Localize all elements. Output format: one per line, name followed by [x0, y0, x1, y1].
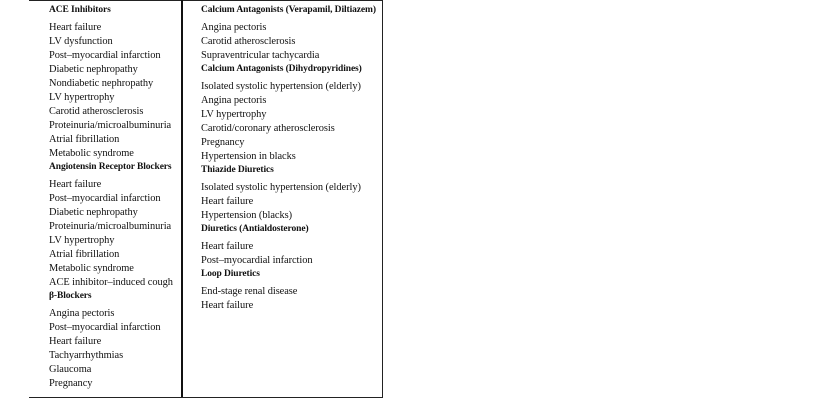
list-item: Atrial fibrillation — [49, 249, 120, 260]
section-heading: Loop Diuretics — [201, 269, 260, 279]
section-angiotensin-receptor-blockers — [49, 161, 179, 290]
section-heading: Diuretics (Antialdosterone) — [201, 224, 309, 234]
list-item: Heart failure — [201, 241, 254, 252]
list-item: LV hypertrophy — [49, 92, 115, 103]
list-item: Diabetic nephropathy — [49, 207, 138, 218]
right-column — [201, 4, 381, 313]
list-item: Hypertension (blacks) — [201, 210, 292, 221]
section-heading: Calcium Antagonists (Verapamil, Diltiazem) — [201, 5, 376, 15]
list-item: Proteinuria/microalbuminuria — [49, 120, 172, 131]
list-item: End-stage renal disease — [201, 286, 298, 297]
list-item: Post–myocardial infarction — [49, 322, 161, 333]
section-ace-inhibitors — [49, 4, 179, 161]
list-item: Angina pectoris — [49, 308, 115, 319]
list-item: Heart failure — [49, 22, 102, 33]
section-heading: Angiotensin Receptor Blockers — [49, 162, 172, 172]
section-thiazide-diuretics — [201, 164, 381, 223]
list-item: Isolated systolic hypertension (elderly) — [201, 182, 361, 193]
list-item: Post–myocardial infarction — [49, 193, 161, 204]
list-item: Hypertension in blacks — [201, 151, 296, 162]
list-item: Metabolic syndrome — [49, 148, 134, 159]
section-heading: β-Blockers — [49, 291, 92, 301]
section-heading: Calcium Antagonists (Dihydropyridines) — [201, 64, 362, 74]
list-item: Angina pectoris — [201, 95, 267, 106]
list-item: Post–myocardial infarction — [49, 50, 161, 61]
list-item: Pregnancy — [49, 378, 93, 389]
list-item: Heart failure — [49, 336, 102, 347]
list-item: LV hypertrophy — [49, 235, 115, 246]
list-item: Metabolic syndrome — [49, 263, 134, 274]
list-item: Carotid atherosclerosis — [201, 36, 296, 47]
list-item: Isolated systolic hypertension (elderly) — [201, 81, 361, 92]
list-item: Glaucoma — [49, 364, 92, 375]
list-item: LV dysfunction — [49, 36, 113, 47]
list-item: Post–myocardial infarction — [201, 255, 313, 266]
list-item: Nondiabetic nephropathy — [49, 78, 154, 89]
list-item: Supraventricular tachycardia — [201, 50, 320, 61]
list-item: Angina pectoris — [201, 22, 267, 33]
list-item: Tachyarrhythmias — [49, 350, 124, 361]
list-item: Heart failure — [49, 179, 102, 190]
section-antialdosterone-diuretics — [201, 223, 381, 268]
list-item: Heart failure — [201, 196, 254, 207]
list-item: Carotid atherosclerosis — [49, 106, 144, 117]
list-item: LV hypertrophy — [201, 109, 267, 120]
list-item: Heart failure — [201, 300, 254, 311]
section-calcium-antagonists-dhp — [201, 63, 381, 164]
section-loop-diuretics — [201, 268, 381, 313]
section-calcium-antagonists-non-dhp — [201, 4, 381, 63]
list-item: Carotid/coronary atherosclerosis — [201, 123, 335, 134]
section-heading: ACE Inhibitors — [49, 5, 111, 15]
list-item: ACE inhibitor–induced cough — [49, 277, 173, 288]
list-item: Pregnancy — [201, 137, 245, 148]
drug-indications-table — [29, 0, 383, 398]
list-item: Diabetic nephropathy — [49, 64, 138, 75]
column-divider — [181, 0, 183, 397]
section-heading: Thiazide Diuretics — [201, 165, 274, 175]
section-beta-blockers — [49, 290, 179, 391]
left-column — [49, 4, 179, 391]
list-item: Proteinuria/microalbuminuria — [49, 221, 172, 232]
list-item: Atrial fibrillation — [49, 134, 120, 145]
